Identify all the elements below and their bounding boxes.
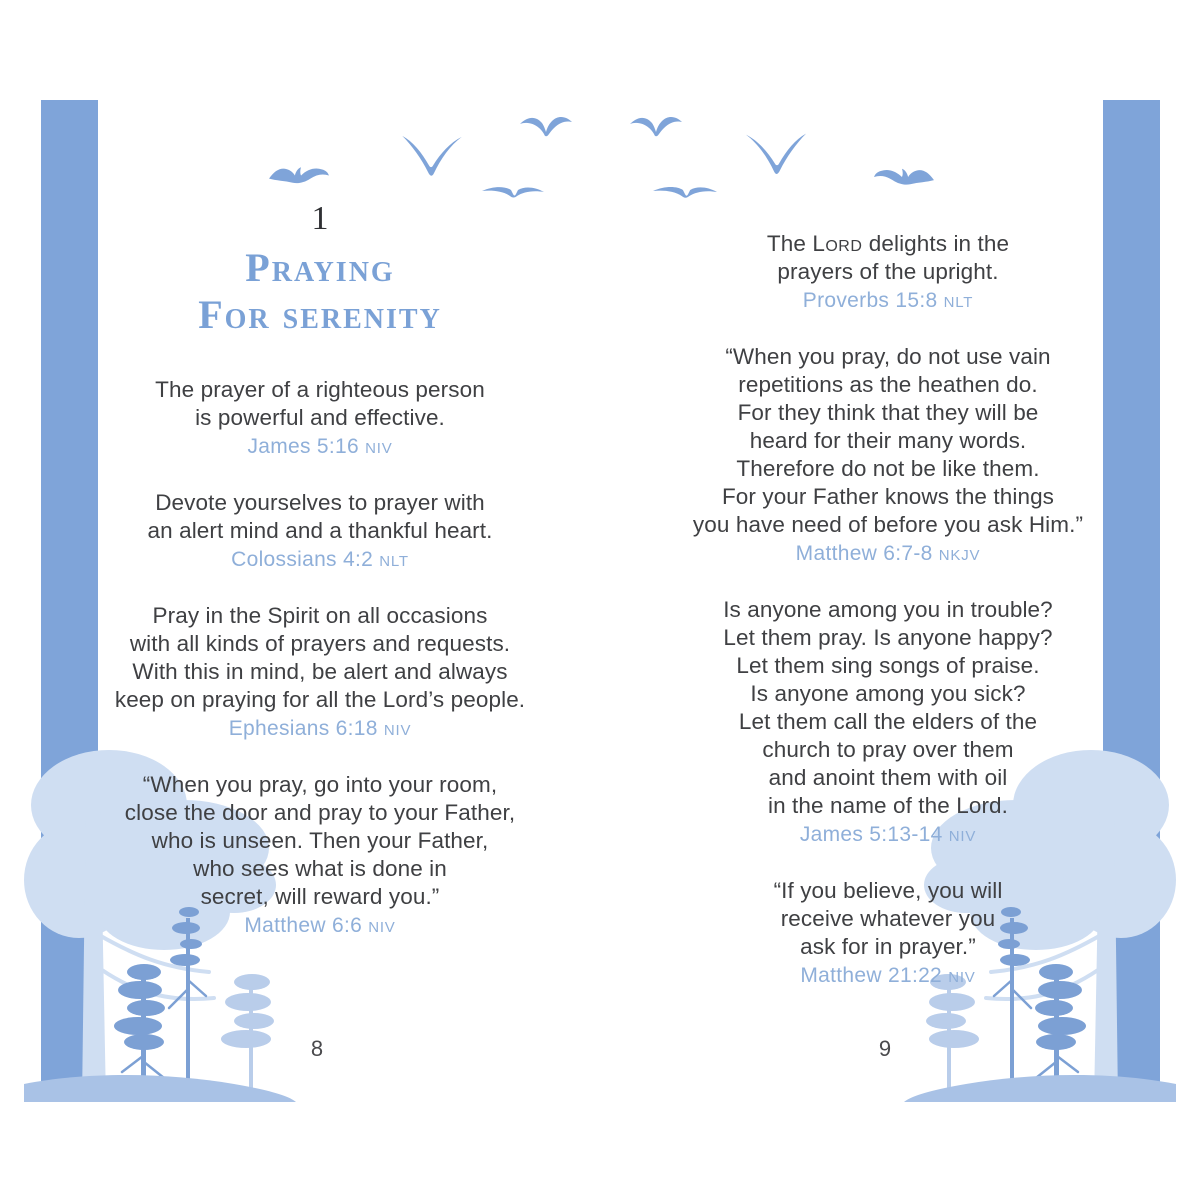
chapter-title [90,244,550,338]
verse-line: With this in mind, be alert and always [132,659,508,684]
verse-block [90,602,550,744]
bible-version-label: NLT [943,294,974,311]
soaring-bird-icon [744,130,808,180]
verse-line: Devote yourselves to prayer with [155,490,485,515]
pale-pine-tree [221,974,274,1096]
verse-line: heard for their many words. [749,428,1027,453]
page-number-right: 9 [878,1036,892,1061]
verse-line: keep on praying for all the Lord’s people. [114,687,526,712]
verse-reference: Matthew 6:7-8 NKJV [795,542,981,565]
verse-line: close the door and pray to your Father, [124,800,516,825]
verse-block [658,343,1118,569]
verse-line: Let them call the elders of the [738,709,1038,734]
verse-line: Therefore do not be like them. [736,456,1040,481]
bible-version-label: NLT [379,553,409,570]
verse-line: Is anyone among you in trouble? [723,597,1053,622]
gull-icon [873,160,935,192]
verse-line: is powerful and effective. [195,405,445,430]
ground-mound [904,1075,1176,1102]
verse-line: “When you pray, go into your room, [142,772,498,797]
verse-block [90,489,550,575]
bible-version-label: NIV [365,440,393,457]
verse-line: The prayer of a righteous person [155,377,485,402]
gliding-bird-icon [652,181,718,201]
verse-reference: Matthew 21:22 NIV [800,964,976,987]
verse-line: For your Father knows the things [721,484,1055,509]
soaring-bird-icon [400,134,464,180]
verse-line: Is anyone among you sick? [750,681,1026,706]
right-page [658,230,1118,1018]
verse-line: church to pray over them [762,737,1014,762]
verse-line: For they think that they will be [737,400,1039,425]
verse-line: repetitions as the heathen do. [738,372,1038,397]
verse-line: and anoint them with oil [768,765,1008,790]
verse-block [658,596,1118,850]
verse-line: secret, will reward you.” [200,884,440,909]
verse-line: an alert mind and a thankful heart. [147,518,493,543]
bible-version-label: NIV [368,919,396,936]
verse-line: “When you pray, do not use vain [725,344,1051,369]
verse-block [658,877,1118,991]
verse-block [90,771,550,941]
verse-block [90,376,550,462]
verse-line: with all kinds of prayers and requests. [129,631,511,656]
verse-line: ask for in prayer.” [800,934,976,959]
gull-icon [268,161,330,188]
verse-line: who is unseen. Then your Father, [151,828,489,853]
gliding-bird-icon [481,181,545,201]
verse-reference: James 5:16 NIV [247,435,393,458]
verse-line: in the name of the Lord. [767,793,1009,818]
chapter-title-line-2: For serenity [198,292,442,337]
page-number-left: 8 [310,1036,324,1061]
chapter-title-line-1: Praying [245,245,395,290]
verse-reference: Ephesians 6:18 NIV [228,717,412,740]
verse-line: Pray in the Spirit on all occasions [152,603,488,628]
bible-version-label: NKJV [938,547,981,564]
verse-line: who sees what is done in [193,856,447,881]
verse-reference: Colossians 4:2 NLT [231,548,409,571]
verse-line: Let them pray. Is anyone happy? [723,625,1053,650]
verse-reference: Matthew 6:6 NIV [244,914,396,937]
bible-version-label: NIV [948,828,977,845]
verse-reference: Proverbs 15:8 NLT [802,289,974,312]
verse-line: you have need of before you ask Him.” [692,512,1084,537]
left-page [90,200,550,968]
verse-line: The Lord delights in the [766,231,1010,256]
verse-line: Let them sing songs of praise. [736,653,1040,678]
ground-mound [24,1075,296,1102]
lord-smallcaps: Lord [812,231,863,256]
bible-version-label: NIV [948,969,976,986]
verse-line: receive whatever you [780,906,996,931]
small-v-bird-icon [628,112,684,142]
chapter-number: 1 [311,200,329,237]
verse-line: “If you believe, you will [773,878,1003,903]
verse-reference: James 5:13-14 NIV [799,823,977,846]
verse-list [658,230,1118,991]
small-v-bird-icon [518,112,574,142]
bible-version-label: NIV [383,722,412,739]
verse-list [90,376,550,941]
verse-block [658,230,1118,316]
verse-line: prayers of the upright. [777,259,999,284]
